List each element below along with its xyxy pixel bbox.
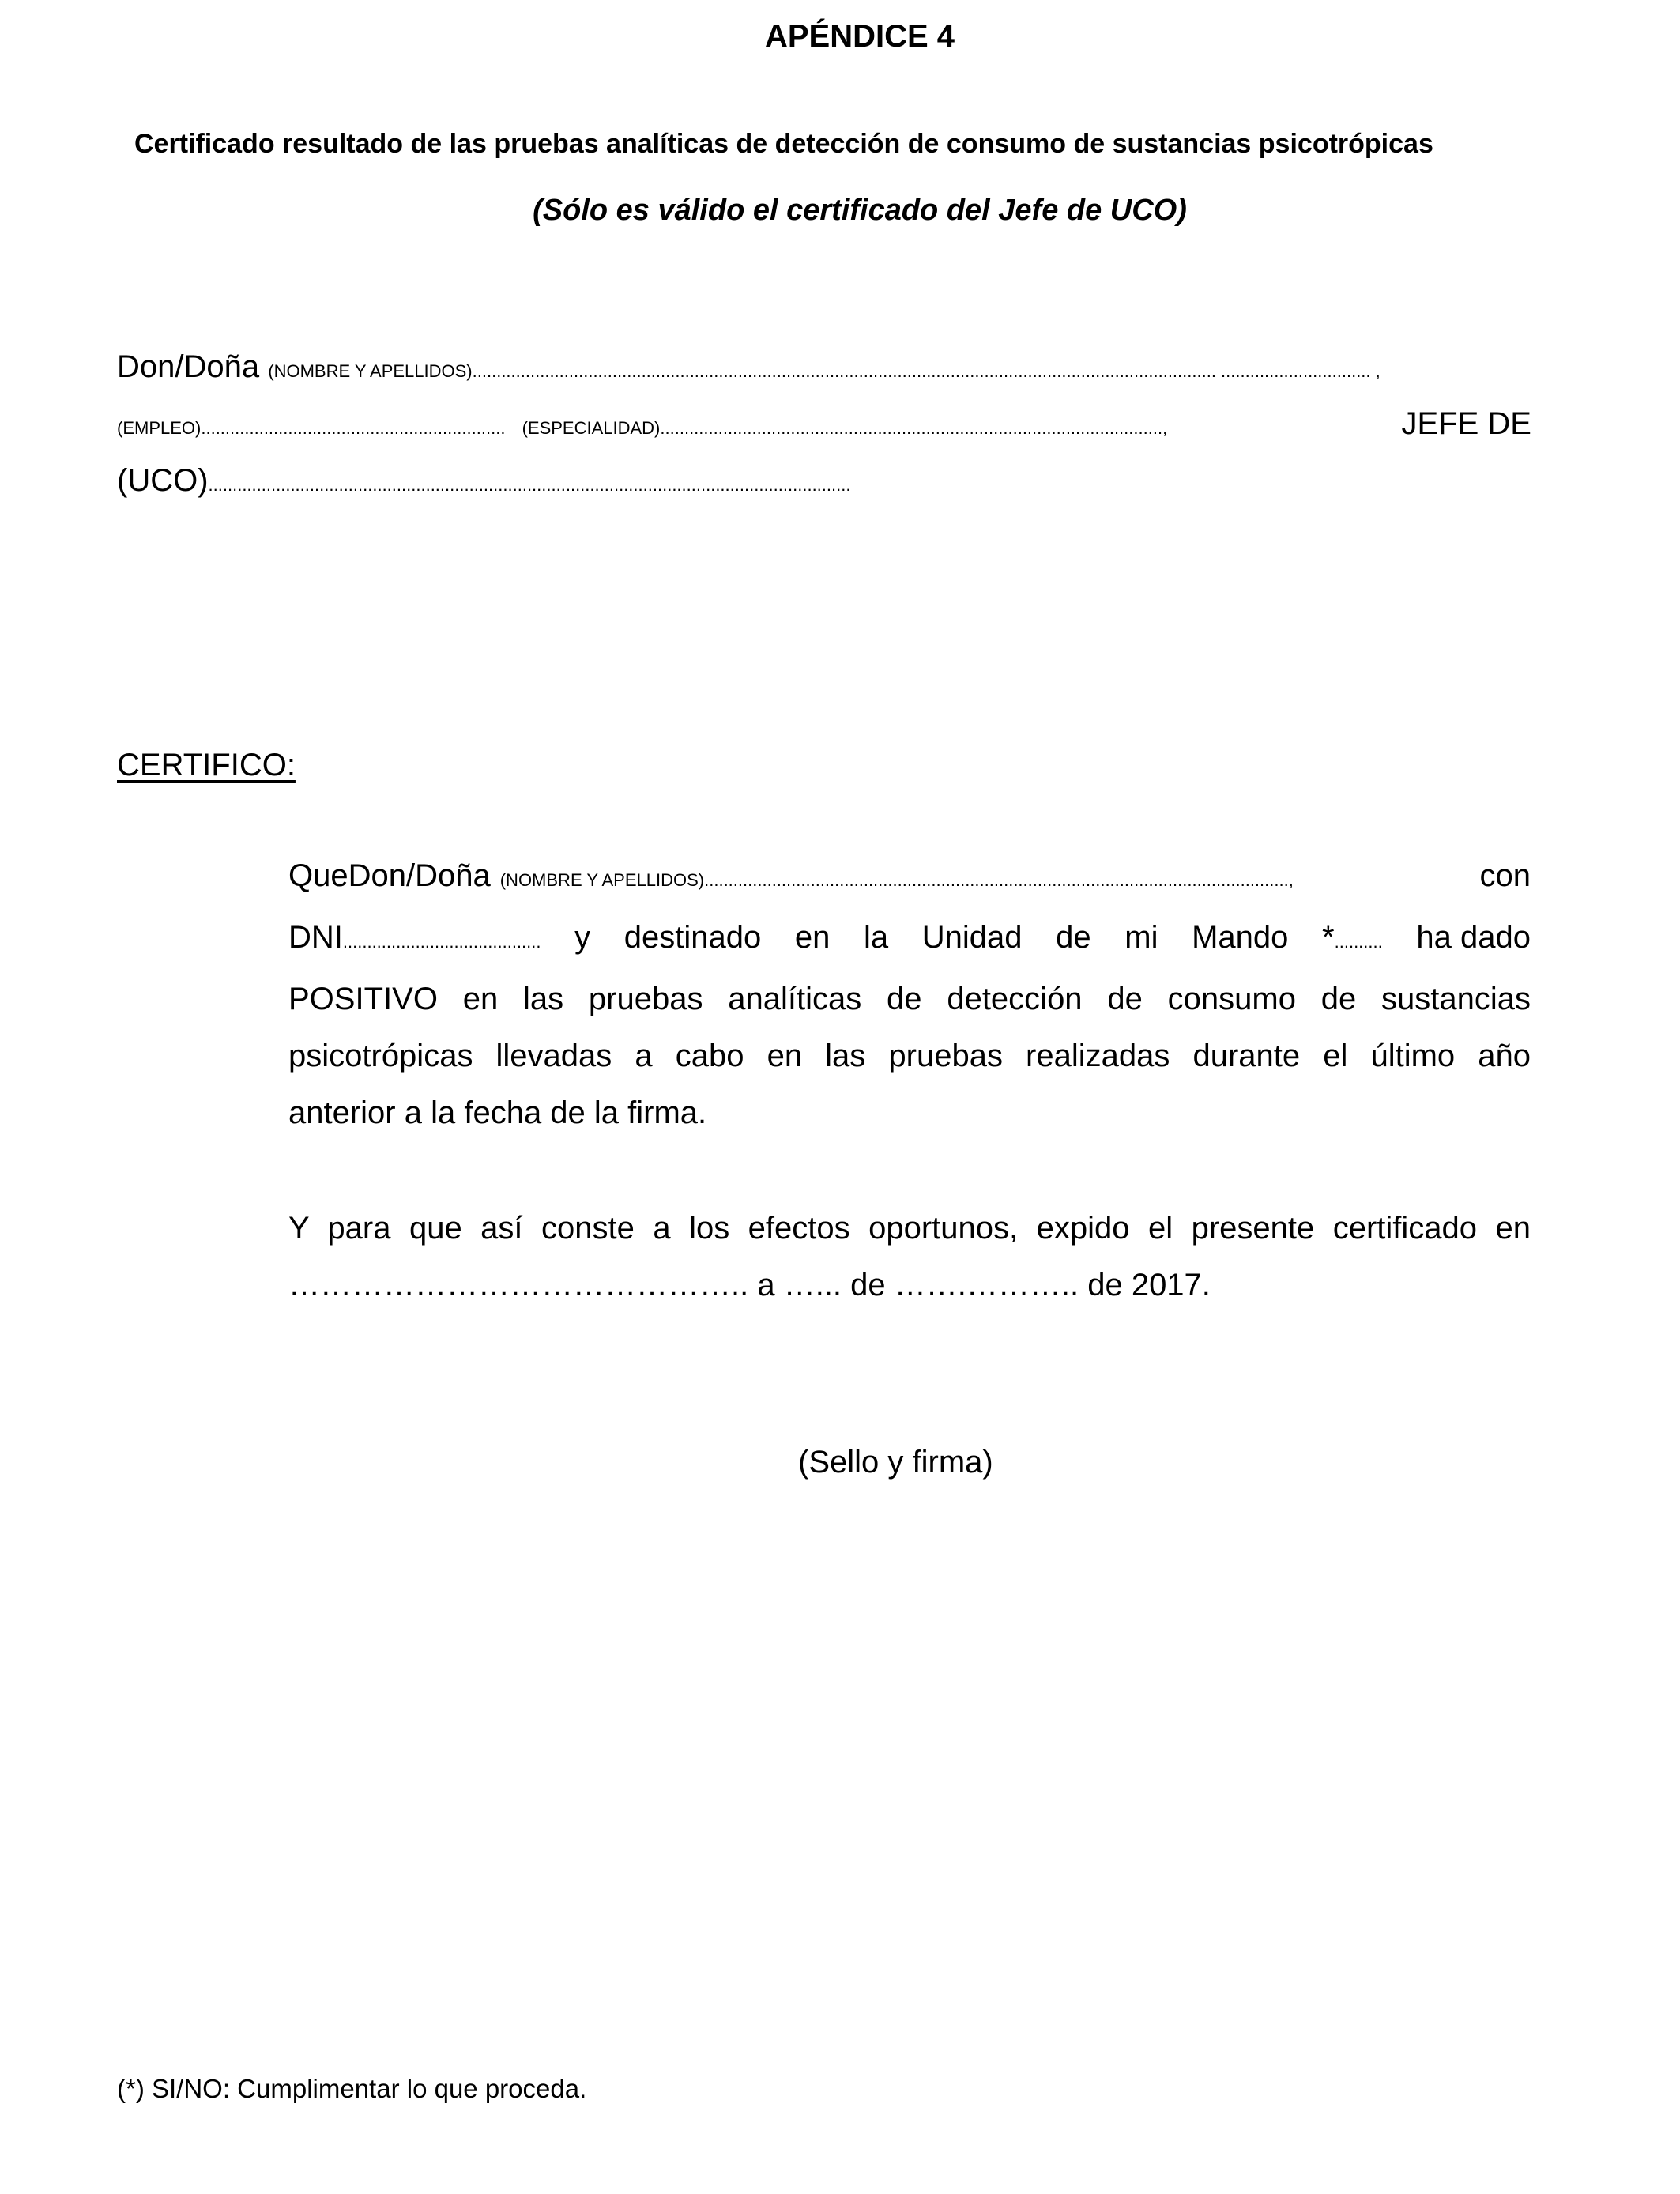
don-dona-label: Don/Doña: [117, 349, 260, 384]
dni-dots[interactable]: .........................................: [342, 932, 541, 952]
certifico-paragraph: [288, 847, 1531, 1141]
empleo-line: [117, 401, 1531, 450]
line2-word: de: [1056, 920, 1091, 955]
page-title: APÉNDICE 4: [764, 19, 955, 54]
certifico-heading: CERTIFICO:: [117, 748, 296, 782]
uco-line: [117, 458, 850, 507]
line2-word: mi: [1124, 920, 1158, 955]
con-word: con: [1479, 858, 1531, 893]
empleo-field-dots[interactable]: ...............................................................: [201, 418, 506, 438]
closing-line-1: Y para que así conste a los efectos oportunos, expido el presente certificado en: [288, 1211, 1531, 1246]
line2-word: la: [863, 920, 889, 955]
que-word: Que: [288, 858, 348, 893]
name-field-label: (NOMBRE Y APELLIDOS): [268, 361, 473, 381]
uco-field-label: (UCO): [117, 463, 209, 498]
asterisk-mark: *: [1322, 920, 1335, 955]
name-field-dots[interactable]: .......................................................................................................................................................... ............................... ,: [472, 361, 1381, 381]
dni-label: DNI: [288, 920, 343, 955]
certifico-line-3: [288, 971, 1531, 1027]
footnote: (*) SI/NO: Cumplimentar lo que proceda.: [117, 2074, 587, 2103]
si-no-field: [1322, 909, 1383, 971]
document-subtitle: Certificado resultado de las pruebas analíticas de detección de consumo de sustancias psicotrópicas: [134, 129, 1433, 159]
closing-line-2[interactable]: …………………………………….. a …... de …….……….. de 2017.: [288, 1268, 1211, 1302]
signature-label: (Sello y firma): [798, 1445, 993, 1480]
empleo-field-label: (EMPLEO): [117, 418, 202, 438]
line2-word: Unidad: [921, 920, 1023, 955]
certifico-name-field: [500, 847, 1531, 909]
certifico-name-label: (NOMBRE Y APELLIDOS): [499, 870, 705, 890]
line2-word: y: [574, 920, 591, 955]
especialidad-field-label: (ESPECIALIDAD): [522, 418, 661, 438]
closing-paragraph: [288, 1200, 1531, 1314]
line2-word: destinado: [623, 920, 762, 955]
certifico-line-3-text: POSITIVO en las pruebas analíticas de detección de consumo de sustancias: [288, 982, 1531, 1016]
validity-note: (Sólo es válido el certificado del Jefe de UCO): [533, 194, 1187, 227]
certifico-name-dots[interactable]: .........................................................................................................................,: [704, 870, 1294, 890]
especialidad-field-dots[interactable]: ........................................................................................................,: [660, 418, 1168, 438]
certifico-line-4: [288, 1027, 1531, 1084]
ha-dado-words: ha dado: [1416, 920, 1531, 955]
line2-word: en: [794, 920, 831, 955]
certifico-line-5: anterior a la fecha de la firma.: [288, 1095, 707, 1130]
certifico-line-2: [288, 909, 1531, 971]
don-dona-word: Don/Doña: [348, 858, 491, 893]
certifico-line-4-text: psicotrópicas llevadas a cabo en las pruebas realizadas durante el último año: [288, 1039, 1531, 1073]
line2-word: Mando: [1192, 920, 1289, 955]
name-line: [117, 345, 1381, 394]
si-no-dots[interactable]: ..........: [1334, 932, 1383, 952]
jefe-de-label: JEFE DE: [1401, 406, 1531, 441]
uco-field-dots[interactable]: .....................................................................................................................................: [208, 475, 851, 495]
dni-field: [288, 909, 541, 971]
certifico-line-1: [288, 847, 1531, 909]
